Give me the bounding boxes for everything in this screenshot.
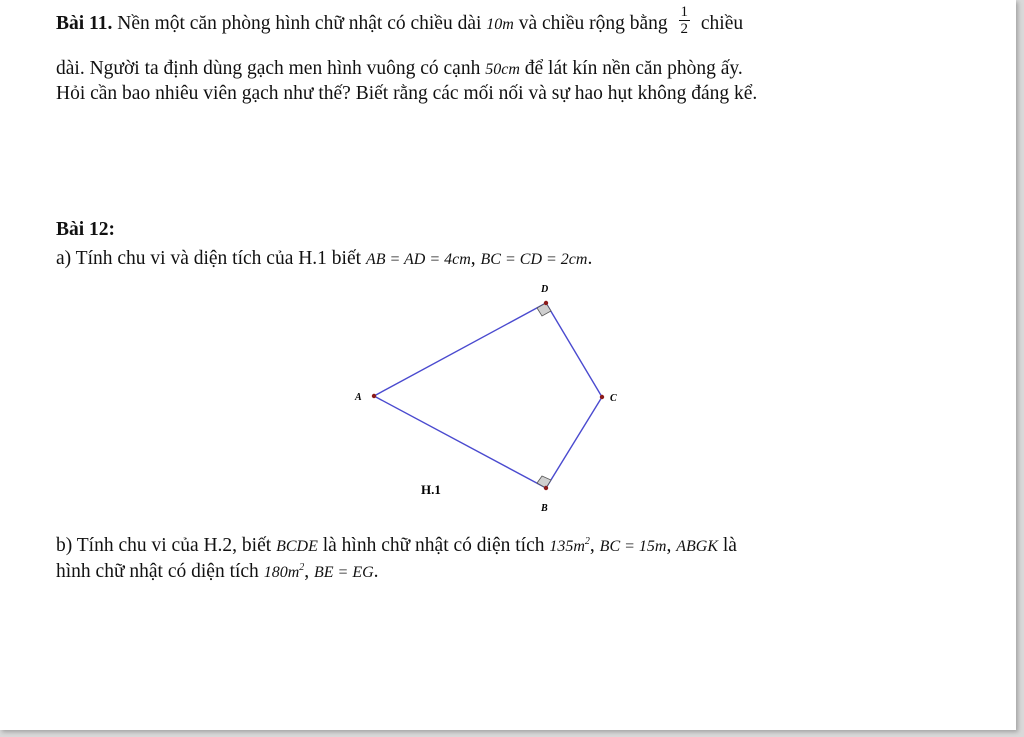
- bai12-a-text: a) Tính chu vi và diện tích của H.1 biết: [56, 248, 362, 269]
- point-d: [544, 301, 548, 305]
- bai11-text: chiều: [700, 13, 744, 34]
- point-b: [544, 486, 548, 490]
- math-be-eg: BE = EG: [314, 564, 374, 581]
- period: .: [587, 248, 593, 269]
- bai11-text: Nền một căn phòng hình chữ nhật có chiều dài: [117, 13, 482, 34]
- separator: ,: [470, 248, 476, 269]
- separator: ,: [304, 561, 310, 582]
- separator: ,: [589, 535, 595, 556]
- bai11-text: để lát kín nền căn phòng ấy.: [524, 58, 743, 79]
- math-area-180: [264, 564, 305, 581]
- fraction-denominator: 2: [680, 21, 689, 38]
- math-ab-ad: AB = AD = 4cm: [365, 251, 471, 268]
- bai12-part-b-line-2: [56, 556, 379, 585]
- math-bc-cd: BC = CD = 2cm: [480, 251, 588, 268]
- quadrilateral-abcd: [374, 303, 602, 488]
- figure-label: H.1: [421, 482, 441, 497]
- area-value: 135m: [549, 538, 585, 555]
- area-value: 180m: [263, 564, 300, 581]
- exponent: 2: [584, 536, 590, 547]
- math-bcde: BCDE: [276, 538, 318, 555]
- math-abgk: ABGK: [676, 538, 718, 555]
- bai11-text: dài. Người ta định dùng gạch men hình vuông có cạnh: [56, 58, 481, 79]
- label-b: B: [541, 503, 548, 514]
- bai12-b-text: hình chữ nhật có diện tích: [56, 561, 259, 582]
- point-c: [600, 395, 604, 399]
- segment-dc: [546, 303, 602, 397]
- bai11-text: Hỏi cần bao nhiêu viên gạch như thế? Biết rằng các mối nối và sự hao hụt không đáng kể.: [56, 83, 758, 104]
- segment-ad: [374, 303, 546, 396]
- period: .: [373, 561, 379, 582]
- bai12-part-b-line-1: [56, 530, 737, 559]
- label-d: D: [541, 284, 549, 295]
- point-a: [372, 394, 376, 398]
- fraction-numerator: 1: [680, 4, 689, 21]
- tile-side-value: 50cm: [485, 61, 520, 78]
- bai12-title: Bài 12:: [56, 219, 116, 240]
- length-value: 10m: [486, 16, 514, 33]
- right-angle-b-icon: [537, 476, 551, 488]
- separator: ,: [666, 535, 672, 556]
- segment-cb: [546, 397, 602, 488]
- bai11-title: Bài 11.: [56, 13, 113, 34]
- bai11-text: và chiều rộng bằng: [518, 13, 668, 34]
- bai12-b-text: là hình chữ nhật có diện tích: [322, 535, 545, 556]
- exponent: 2: [299, 562, 305, 573]
- label-c: C: [610, 393, 617, 404]
- right-angle-d-icon: [537, 303, 551, 316]
- bai12-b-text: là: [722, 535, 737, 556]
- label-a: A: [355, 392, 362, 403]
- math-bc-15: BC = 15m: [599, 538, 667, 555]
- math-area-135: [549, 538, 590, 555]
- bai12-b-text: b) Tính chu vi của H.2, biết: [56, 535, 272, 556]
- segment-ba: [374, 396, 546, 488]
